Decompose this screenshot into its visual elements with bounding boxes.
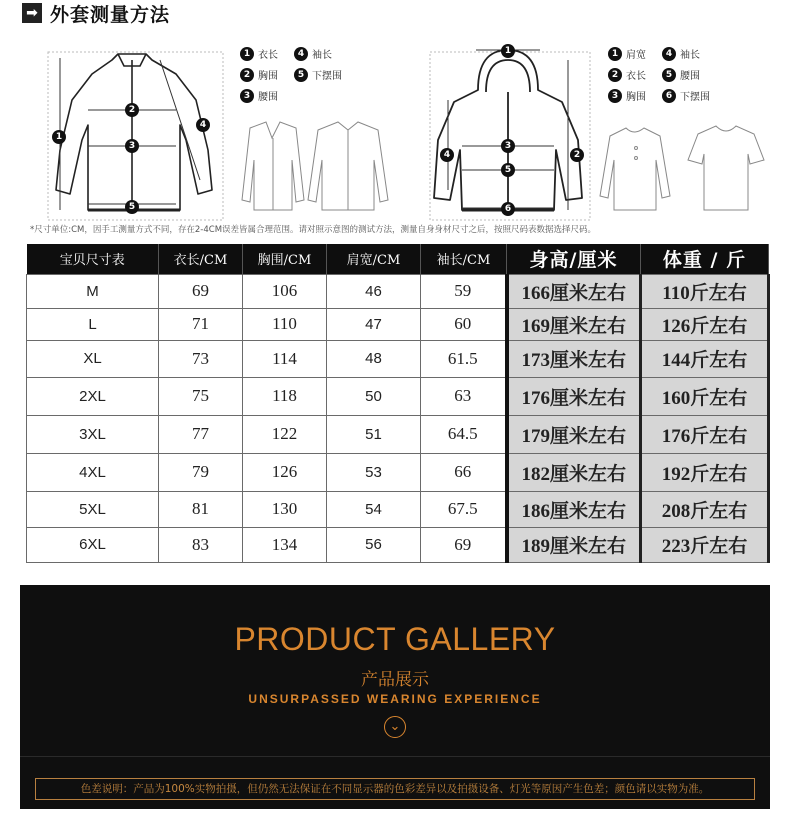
legend-label: 袖长: [680, 50, 700, 61]
weight-cell: 223斤左右: [641, 527, 769, 562]
chest-cell: 110: [243, 308, 327, 340]
marker-2-right: 2: [570, 148, 584, 162]
number-badge: 6: [662, 89, 676, 103]
chest-cell: 122: [243, 415, 327, 453]
legend-label: 肩宽: [626, 50, 646, 61]
table-row: [27, 274, 769, 308]
length-cell: 71: [159, 308, 243, 340]
height-cell: 176厘米左右: [507, 377, 641, 415]
gallery-subtitle: 产品展示: [361, 670, 429, 690]
header-chest: 胸围/CM: [243, 244, 327, 274]
legend-label: 腰围: [680, 71, 700, 82]
number-badge: 1: [240, 47, 254, 61]
header-length: 衣长/CM: [159, 244, 243, 274]
height-cell: 179厘米左右: [507, 415, 641, 453]
number-badge: 4: [294, 47, 308, 61]
legend-label: 腰围: [258, 92, 278, 103]
long-sleeve-sketch: [600, 128, 670, 210]
marker-6-right: 6: [501, 202, 515, 216]
shoulder-cell: 48: [327, 340, 421, 377]
length-cell: 69: [159, 274, 243, 308]
sleeve-cell: 60: [421, 308, 507, 340]
size-cell: 5XL: [27, 491, 159, 527]
shoulder-cell: 56: [327, 527, 421, 562]
shirt-sketch: [308, 122, 388, 210]
jacket-diagram: [56, 54, 212, 210]
shoulder-cell: 53: [327, 453, 421, 491]
legend-item: [662, 88, 732, 103]
length-cell: 81: [159, 491, 243, 527]
product-gallery-banner: [20, 585, 770, 809]
size-cell: 6XL: [27, 527, 159, 562]
weight-cell: 160斤左右: [641, 377, 769, 415]
header-height: 身高/厘米: [507, 244, 641, 274]
size-cell: L: [27, 308, 159, 340]
number-badge: 1: [608, 47, 622, 61]
header-sleeve: 袖长/CM: [421, 244, 507, 274]
legend-item: [608, 67, 662, 82]
shoulder-cell: 46: [327, 274, 421, 308]
table-row: [27, 527, 769, 562]
height-cell: 189厘米左右: [507, 527, 641, 562]
size-cell: M: [27, 274, 159, 308]
legend-item: [608, 88, 662, 103]
legend-label: 胸围: [258, 71, 278, 82]
hoodie-diagram: [434, 50, 582, 210]
legend-item: [662, 67, 732, 82]
legend-label: 胸围: [626, 92, 646, 103]
marker-1-left: 1: [52, 130, 66, 144]
color-disclaimer: 色差说明：产品为100%实物拍摄，但仍然无法保证在不同显示器的色彩差异以及拍摄设备、灯光等原因产生色差；颜色请以实物为准。: [35, 778, 755, 800]
section-heading: [22, 0, 170, 26]
legend-item: [294, 46, 364, 61]
arrow-right-icon: ➡: [22, 3, 42, 23]
size-cell: 3XL: [27, 415, 159, 453]
marker-4-left: 4: [196, 118, 210, 132]
chest-cell: 118: [243, 377, 327, 415]
table-row: [27, 453, 769, 491]
heading-title: 外套测量方法: [50, 3, 171, 26]
tee-sketch: [688, 126, 764, 210]
size-cell: 2XL: [27, 377, 159, 415]
weight-cell: 126斤左右: [641, 308, 769, 340]
number-badge: 5: [294, 68, 308, 82]
chest-cell: 106: [243, 274, 327, 308]
gallery-title: PRODUCT GALLERY: [234, 621, 556, 657]
left-measure-lines: [60, 58, 200, 210]
legend-label: 衣长: [258, 50, 278, 61]
left-frame: [48, 52, 223, 220]
header-shoulder: 肩宽/CM: [327, 244, 421, 274]
shoulder-cell: 54: [327, 491, 421, 527]
shoulder-cell: 47: [327, 308, 421, 340]
table-row: [27, 415, 769, 453]
weight-cell: 110斤左右: [641, 274, 769, 308]
legend-right: [608, 46, 732, 103]
length-cell: 77: [159, 415, 243, 453]
sleeve-cell: 67.5: [421, 491, 507, 527]
sleeve-cell: 63: [421, 377, 507, 415]
marker-3-right: 3: [501, 139, 515, 153]
gallery-divider: [20, 756, 770, 757]
length-cell: 75: [159, 377, 243, 415]
legend-item: [240, 46, 294, 61]
shoulder-cell: 51: [327, 415, 421, 453]
number-badge: 2: [240, 68, 254, 82]
legend-item: [294, 67, 364, 82]
table-body: [27, 274, 769, 562]
legend-item: [608, 46, 662, 61]
marker-1-right: 1: [501, 44, 515, 58]
measurement-note: *尺寸单位:CM，因手工测量方式不同，存在2-4CM误差皆属合理范围。请对照示意图的测试方法，测量自身身材尺寸之后，按照尺码表数据选择尺码。: [30, 225, 597, 235]
legend-label: 袖长: [312, 50, 332, 61]
height-cell: 186厘米左右: [507, 491, 641, 527]
gallery-tagline: UNSURPASSED WEARING EXPERIENCE: [248, 692, 542, 706]
weight-cell: 192斤左右: [641, 453, 769, 491]
number-badge: 3: [608, 89, 622, 103]
chest-cell: 134: [243, 527, 327, 562]
height-cell: 169厘米左右: [507, 308, 641, 340]
sleeve-cell: 59: [421, 274, 507, 308]
legend-label: 下摆围: [312, 71, 342, 82]
legend-label: 下摆围: [680, 92, 710, 103]
length-cell: 73: [159, 340, 243, 377]
height-cell: 166厘米左右: [507, 274, 641, 308]
table-row: [27, 377, 769, 415]
size-cell: XL: [27, 340, 159, 377]
chest-cell: 126: [243, 453, 327, 491]
height-cell: 173厘米左右: [507, 340, 641, 377]
weight-cell: 144斤左右: [641, 340, 769, 377]
measurement-diagrams: [0, 30, 790, 230]
sleeve-cell: 66: [421, 453, 507, 491]
sleeve-cell: 69: [421, 527, 507, 562]
table-row: [27, 491, 769, 527]
legend-item: [240, 67, 294, 82]
legend-item: [240, 88, 294, 103]
marker-2-left: 2: [125, 103, 139, 117]
chest-cell: 130: [243, 491, 327, 527]
weight-cell: 176斤左右: [641, 415, 769, 453]
chevron-down-icon[interactable]: ⌄: [384, 716, 406, 738]
sleeve-cell: 64.5: [421, 415, 507, 453]
sleeve-cell: 61.5: [421, 340, 507, 377]
size-cell: 4XL: [27, 453, 159, 491]
number-badge: 4: [662, 47, 676, 61]
height-cell: 182厘米左右: [507, 453, 641, 491]
length-cell: 83: [159, 527, 243, 562]
legend-label: 衣长: [626, 71, 646, 82]
legend-left: [240, 46, 364, 103]
table-header-row: [27, 244, 769, 274]
number-badge: 3: [240, 89, 254, 103]
number-badge: 2: [608, 68, 622, 82]
header-weight: 体重 / 斤: [641, 244, 769, 274]
chest-cell: 114: [243, 340, 327, 377]
marker-5-left: 5: [125, 200, 139, 214]
size-table: [26, 244, 770, 563]
marker-5-right: 5: [501, 163, 515, 177]
shoulder-cell: 50: [327, 377, 421, 415]
table-row: [27, 308, 769, 340]
length-cell: 79: [159, 453, 243, 491]
table-row: [27, 340, 769, 377]
marker-4-right: 4: [440, 148, 454, 162]
weight-cell: 208斤左右: [641, 491, 769, 527]
number-badge: 5: [662, 68, 676, 82]
legend-item: [662, 46, 732, 61]
suit-jacket-sketch: [242, 122, 304, 210]
right-frame: [430, 52, 590, 220]
header-size: 宝贝尺寸表: [27, 244, 159, 274]
marker-3-left: 3: [125, 139, 139, 153]
